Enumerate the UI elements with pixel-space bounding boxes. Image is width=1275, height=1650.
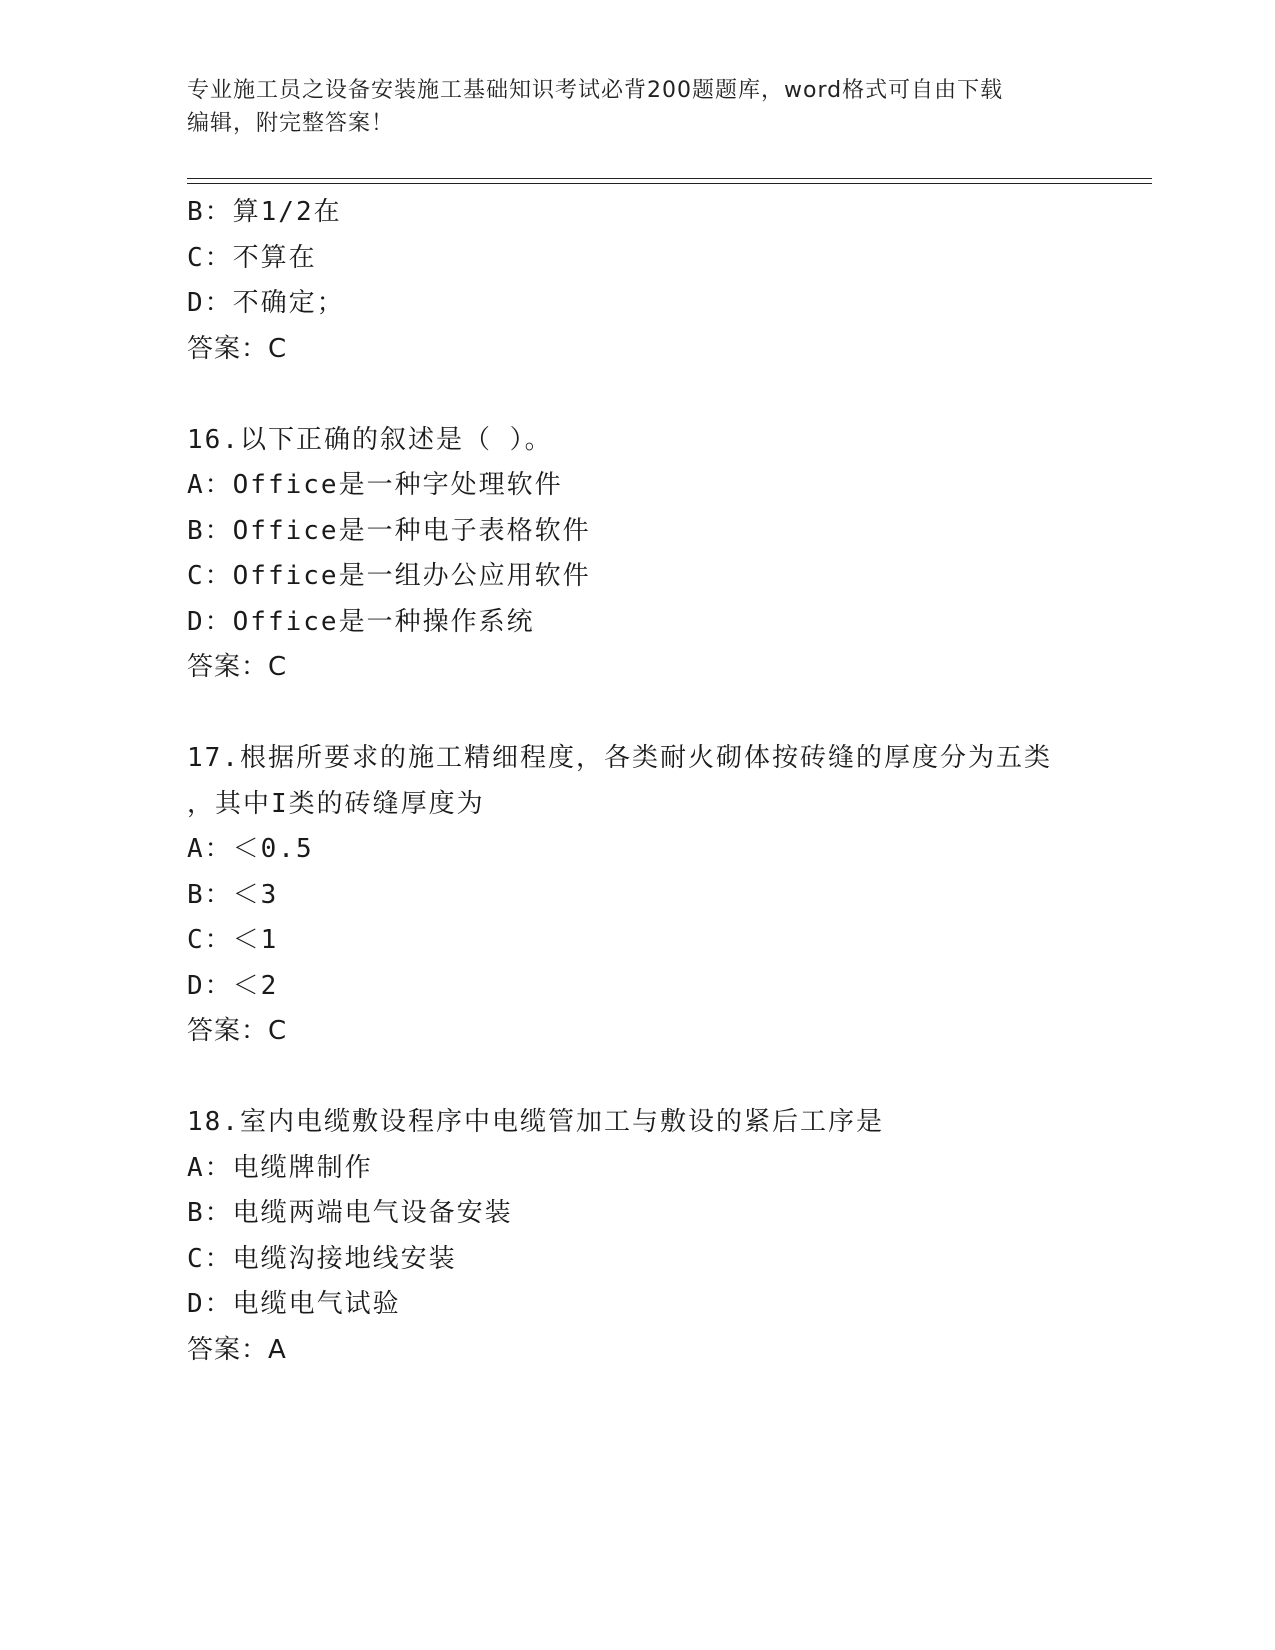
option-c: C：电缆沟接地线安装 <box>187 1243 457 1274</box>
option-d: D：不确定； <box>187 288 345 318</box>
answer: 答案：C <box>187 1016 288 1046</box>
header-title-line-1: 专业施工员之设备安装施工基础知识考试必背200题题库，word格式可自由下载 <box>187 78 1004 103</box>
option-a: A：＜0.5 <box>187 834 314 864</box>
question-17 <box>187 736 1152 1055</box>
spacer <box>187 1055 1152 1101</box>
header-title-line-2: 编辑，附完整答案！ <box>187 111 395 136</box>
question-list <box>187 190 1152 1373</box>
question-text: 18.室内电缆敷设程序中电缆管加工与敷设的紧后工序是 <box>187 1107 884 1137</box>
header-divider-bottom <box>187 183 1152 184</box>
header-divider-top <box>187 178 1152 179</box>
answer: 答案：A <box>187 1334 287 1365</box>
option-d: D：Office是一种操作系统 <box>187 606 535 637</box>
option-c: C：Office是一组办公应用软件 <box>187 561 591 591</box>
question-18 <box>187 1100 1152 1373</box>
answer: 答案：C <box>187 333 288 364</box>
spacer <box>187 372 1152 418</box>
question-15-continuation <box>187 190 1152 372</box>
question-text-continued: ，其中I类的砖缝厚度为 <box>187 788 485 819</box>
question-text: 16.以下正确的叙述是（ ）。 <box>187 424 553 455</box>
document-header <box>187 74 1087 140</box>
option-b: B：＜3 <box>187 879 279 910</box>
answer: 答案：C <box>187 652 288 682</box>
spacer <box>187 691 1152 737</box>
option-c: C：不算在 <box>187 242 317 273</box>
option-c: C：＜1 <box>187 925 279 955</box>
option-d: D：电缆电气试验 <box>187 1289 401 1319</box>
option-a: A：电缆牌制作 <box>187 1152 373 1183</box>
option-b: B：算1/2在 <box>187 197 342 227</box>
question-text: 17.根据所要求的施工精细程度，各类耐火砌体按砖缝的厚度分为五类 <box>187 743 1052 773</box>
option-a: A：Office是一种字处理软件 <box>187 470 563 500</box>
question-16 <box>187 418 1152 691</box>
option-d: D：＜2 <box>187 970 279 1001</box>
option-b: B：电缆两端电气设备安装 <box>187 1198 513 1228</box>
option-b: B：Office是一种电子表格软件 <box>187 515 591 546</box>
